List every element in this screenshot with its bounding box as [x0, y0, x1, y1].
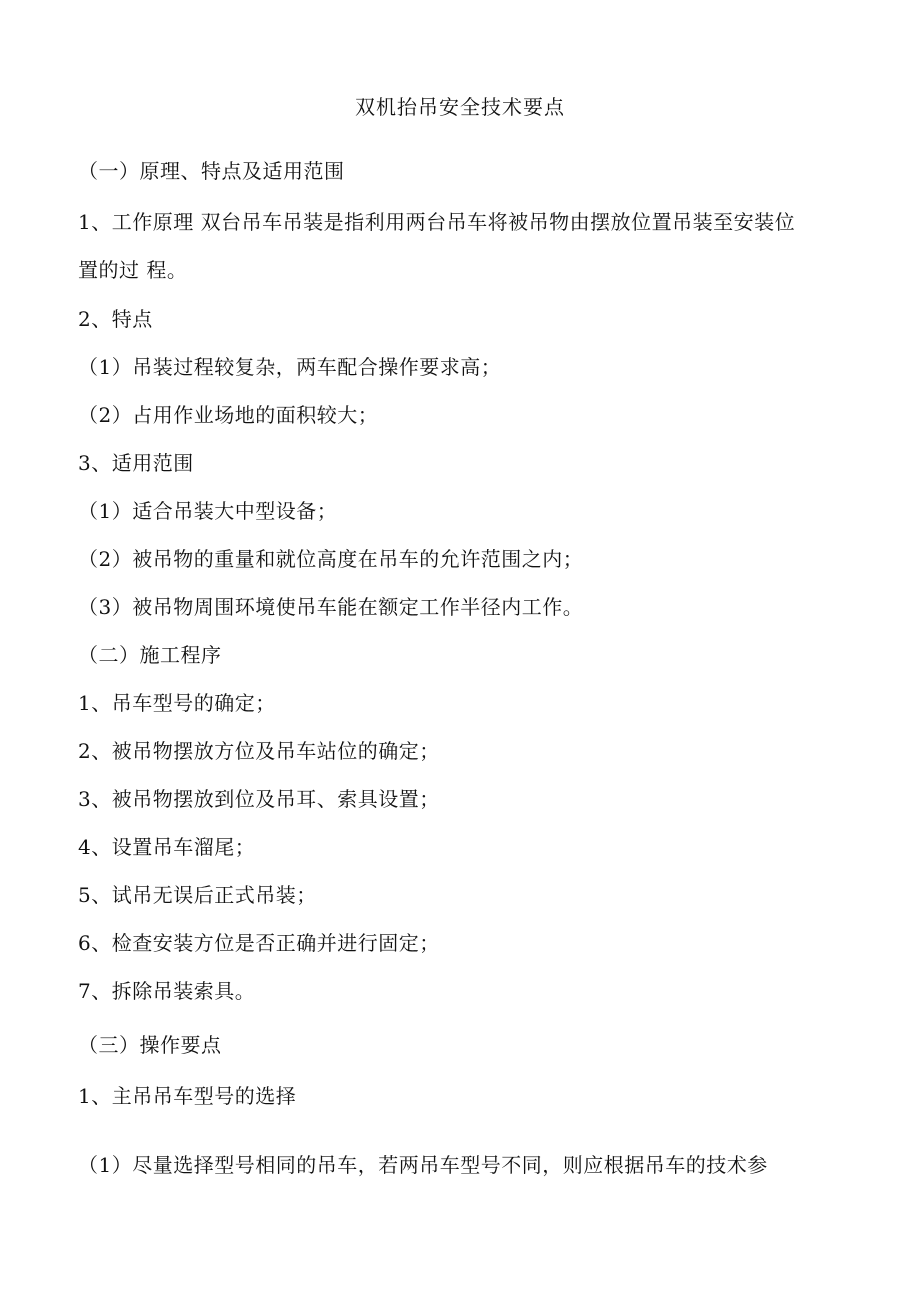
list-item: 5、试吊无误后正式吊装； — [78, 883, 317, 907]
list-item: （3）被吊物周围环境使吊车能在额定工作半径内工作。 — [78, 595, 584, 619]
list-item: （1）适合吊装大中型设备； — [78, 499, 338, 523]
list-item: （2）占用作业场地的面积较大； — [78, 403, 379, 427]
paragraph-line: 置的过 程。 — [78, 258, 188, 282]
section-heading-1: （一）原理、特点及适用范围 — [78, 159, 345, 183]
list-heading: 1、主吊吊车型号的选择 — [78, 1084, 297, 1108]
list-item: 2、被吊物摆放方位及吊车站位的确定； — [78, 739, 440, 763]
section-heading-2: （二）施工程序 — [78, 643, 222, 667]
paragraph-line: （1）尽量选择型号相同的吊车，若两吊车型号不同，则应根据吊车的技术参 — [78, 1153, 768, 1177]
list-heading: 2、特点 — [78, 307, 153, 331]
section-heading-3: （三）操作要点 — [78, 1033, 222, 1057]
list-item: 3、被吊物摆放到位及吊耳、索具设置； — [78, 787, 440, 811]
list-item: 4、设置吊车溜尾； — [78, 835, 256, 859]
list-item: 7、拆除吊装索具。 — [78, 979, 256, 1003]
document-title: 双机抬吊安全技术要点 — [355, 95, 565, 119]
list-item: （1）吊装过程较复杂，两车配合操作要求高； — [78, 355, 502, 379]
list-heading: 3、适用范围 — [78, 451, 194, 475]
list-item: 6、检查安装方位是否正确并进行固定； — [78, 931, 440, 955]
paragraph-line: 1、工作原理 双台吊车吊装是指利用两台吊车将被吊物由摆放位置吊装至安装位 — [78, 210, 796, 234]
list-item: （2）被吊物的重量和就位高度在吊车的允许范围之内； — [78, 547, 584, 571]
list-item: 1、吊车型号的确定； — [78, 691, 276, 715]
